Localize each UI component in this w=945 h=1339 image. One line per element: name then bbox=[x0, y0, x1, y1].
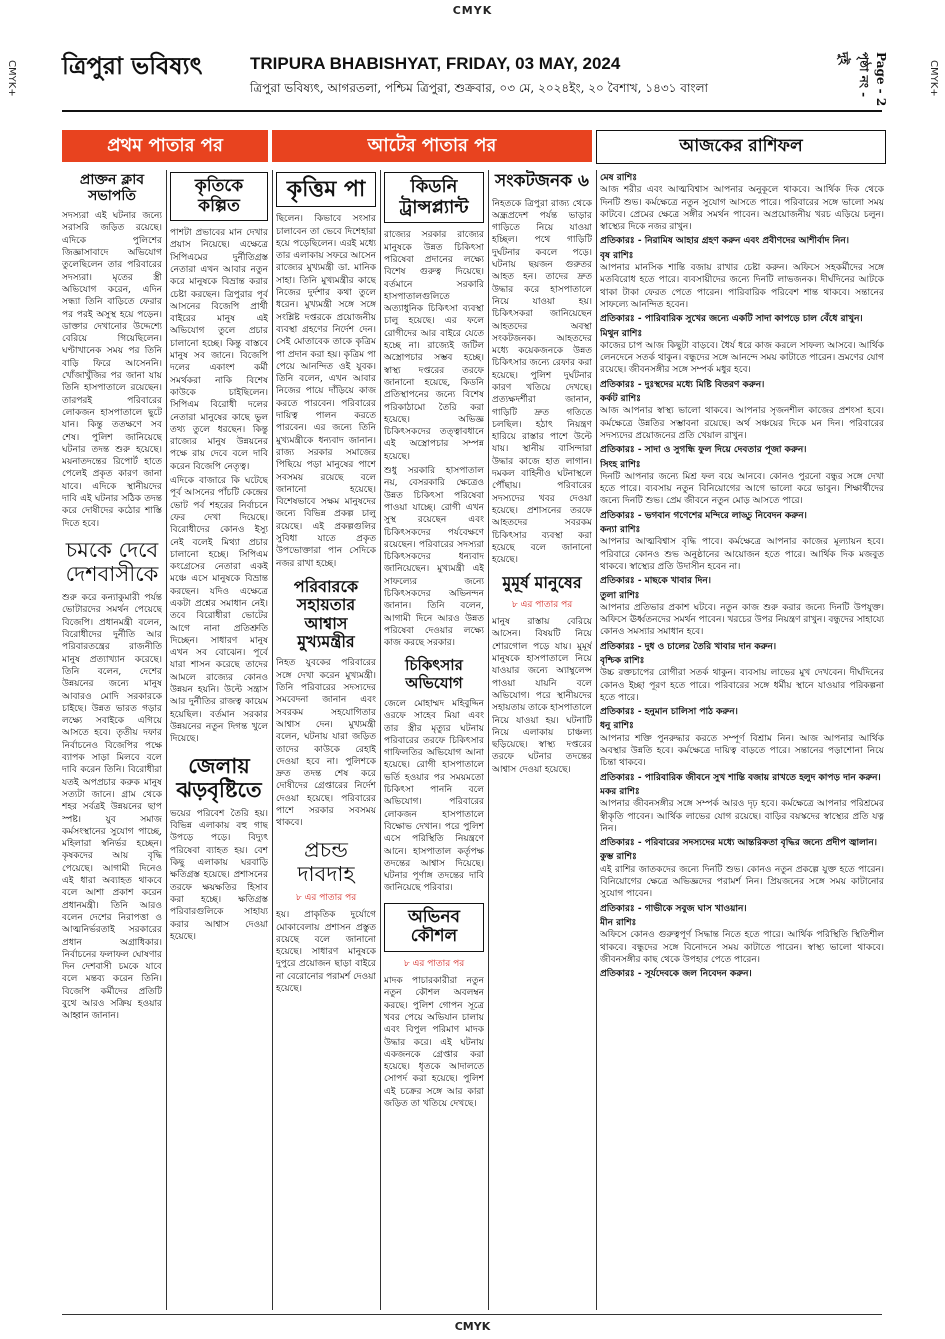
column-3 bbox=[276, 170, 376, 1310]
continued-label: ৮ এর পাতার পর bbox=[511, 599, 573, 610]
horoscope-remedy: প্রতিকারঃ - মাছকে খাবার দিন। bbox=[600, 576, 711, 587]
column-rule bbox=[166, 170, 167, 1310]
horoscope-text: আপনার জীবনসঙ্গীর সঙ্গে সম্পর্ক আরও দৃঢ় হবে। কর্মক্ষেত্রে আপনার পরিশ্রমের স্বীকৃতি পাবেন। আর্থিক লাভের যোগ রয়েছে। বাড়ির বয়স্কদের স্বাস্থ্যের প্রতি যত্ন নিন। bbox=[600, 799, 884, 834]
article-club-president: সদস্যরা এই ঘটনার জন্যে সরাসরি জড়িত রয়েছে। এদিকে পুলিশের জিজ্ঞাসাবাদে অভিযোগ তুলেছিলেন তার পরিবারের সদস্যরা। মৃতের স্ত্রী অভিযোগ করেন, এদিন সন্ধ্যা তিনি বাড়িতে ফেরার পর পরই অসুস্থ হয়ে পড়েন। ডাক্তার দেখানোর উদ্দেশ্যে বেরিয়ে গিয়েছিলেন। ঘণ্টাখানেক সময় পর তিনি বাড়ি ফিরে আসেননি। খোঁজাখুঁজির পর জানা যায় তিনি হাসপাতালে রয়েছেন। তারপরই পরিবারের লোকজন হাসপাতালে ছুটে যান। কিন্তু ততক্ষণে সব শেষ। পুলিশ জানিয়েছে ঘটনার তদন্ত শুরু হয়েছে। ময়নাতদন্তের রিপোর্ট হাতে পেলেই প্রকৃত কারণ জানা যাবে। এদিকে স্থানীয়দের দাবি এই ঘটনার সঠিক তদন্ত করে দোষীদের কঠোর শাস্তি দিতে হবে। bbox=[62, 211, 162, 529]
newspaper-logo: ত্রিপুরা ভবিষ্যৎ bbox=[62, 51, 203, 80]
horoscope-sign: বৃশ্চিক রাশিঃ bbox=[600, 655, 645, 666]
continued-label: ৮ এর পাতার পর bbox=[295, 892, 357, 903]
horoscope-sign: বৃষ রাশিঃ bbox=[600, 250, 634, 261]
horoscope-remedy: প্রতিকারঃ - পারিবারিক জীবনে সুখ শান্তি বজায় রাখতে হলুদ কাপড় দান করুন। bbox=[600, 772, 881, 783]
article-critical-six: নিহতকে ত্রিপুরা রাজ্য থেকে অন্ধ্রপ্রদেশ পর্যন্ত ভাড়ার গাড়িতে নিয়ে যাওয়া হচ্ছিল। পথে গাড়িটি দুর্ঘটনার কবলে পড়ে। ঘটনায় ছয়জন গুরুতর আহত হন। তাদের দ্রুত উদ্ধার করে হাসপাতালে নিয়ে যাওয়া হয়। চিকিৎসকরা জানিয়েছেন আহতদের অবস্থা সংকটজনক। আহতদের মধ্যে কয়েকজনকে উন্নত চিকিৎসার জন্যে রেফার করা হয়েছে। পুলিশ দুর্ঘটনার কারণ খতিয়ে দেখছে। প্রত্যক্ষদর্শীরা জানান, গাড়িটি দ্রুত গতিতে চলছিল। হঠাৎ নিয়ন্ত্রণ হারিয়ে রাস্তার পাশে উল্টে যায়। স্থানীয় বাসিন্দারা উদ্ধার কাজে হাত লাগান। দমকল বাহিনীও ঘটনাস্থলে পৌঁছায়। পরিবারের সদস্যদের খবর দেওয়া হয়েছে। প্রশাসনের তরফে আহতদের সবরকম চিকিৎসার ব্যবস্থা করা হয়েছে বলে জানানো হয়েছে। bbox=[492, 198, 592, 566]
registration-mark-right: CMYK+ bbox=[928, 60, 939, 97]
horoscope-text: আপনার আত্মবিশ্বাস বৃদ্ধি পাবে। কর্মক্ষেত্রে আপনার কাজের মূল্যায়ন হবে। পরিবারে কোনও শুভ অনুষ্ঠানের আয়োজন হতে পারে। আর্থিক দিক মজবুত থাকবে। স্বাস্থ্যের প্রতি উদাসীন হবেন না। bbox=[600, 537, 884, 572]
horoscope-text: এই রাশির জাতকদের জন্যে দিনটি শুভ। কোনও নতুন প্রকল্পে যুক্ত হতে পারেন। বিনিয়োগের ক্ষেত্রে অভিজ্ঞদের পরামর্শ নিন। প্রিয়জনের সঙ্গে সময় কাটানোর সুযোগ পাবেন। bbox=[600, 864, 884, 900]
column-rule bbox=[488, 170, 489, 1310]
horoscope-text: কাজের চাপ আজ কিছুটা বাড়বে। ধৈর্য ধরে কাজ করলে সাফল্য আসবে। আর্থিক লেনদেনে সতর্ক থাকুন। বন্ধুদের সঙ্গে আনন্দে সময় কাটাতে পারেন। ভ্রমণের যোগ রয়েছে। জীবনসঙ্গীর সঙ্গে সম্পর্ক মধুর হবে। bbox=[600, 340, 884, 376]
horoscope-text: অফিসে কোনও গুরুত্বপূর্ণ সিদ্ধান্ত নিতে হতে পারে। আর্থিক পরিস্থিতি স্থিতিশীল থাকবে। বন্ধুদের সঙ্গে বিনোদনে সময় কাটাতে পারেন। স্বাস্থ্য ভালো থাকবে। জীবনসঙ্গীর কাছ থেকে উপহার পেতে পারেন। bbox=[600, 930, 884, 965]
article-district-storm: ভয়ের পরিবেশ তৈরি হয়। বিভিন্ন এলাকায় বহু গাছ উপড়ে পড়ে। বিদ্যুৎ পরিষেবা ব্যাহত হয়। বেশ কিছু এলাকায় ঘরবাড়ি ক্ষতিগ্রস্ত হয়েছে। প্রশাসনের তরফে ক্ষয়ক্ষতির হিসাব করা হচ্ছে। ক্ষতিগ্রস্ত পরিবারগুলিকে সাহায্য করার আশ্বাস দেওয়া হয়েছে। bbox=[170, 808, 268, 942]
horoscope-sign: মীন রাশিঃ bbox=[600, 917, 637, 928]
horoscope-remedy: প্রতিকারঃ - ভগবান গণেশের মন্দিরে লাড্ডু নিবেদন করুন। bbox=[600, 510, 807, 521]
continued-label: ৮ এর পাতার পর bbox=[403, 958, 465, 969]
headline-club-president: প্রাক্তন ক্লাব সভাপতি bbox=[79, 172, 145, 205]
horoscope-sign: মকর রাশিঃ bbox=[600, 786, 640, 797]
headline-dying-person: মুমূর্ষ মানুষের bbox=[502, 573, 582, 593]
horoscope-remedy: প্রতিকারঃ - পারিবারিক সুখের জন্যে একটি সাদা কাপড়ে চাল বেঁধে রাখুন। bbox=[600, 314, 863, 325]
horoscope-remedy: প্রতিকারঃ - হনুমান চালিসা পাঠ করুন। bbox=[600, 707, 738, 718]
band-eighth-page: আটের পাতার পর bbox=[272, 130, 592, 162]
article-kidney-transplant-2: শুধু সরকারি হাসপাতাল নয়, বেসরকারি ক্ষেত্রেও উন্নত চিকিৎসা পরিষেবা পাওয়া যাচ্ছে। রোগী এখন সুস্থ রয়েছেন এবং চিকিৎসকদের পর্যবেক্ষণে রয়েছেন। পরিবারের সদস্যরা চিকিৎসকদের ধন্যবাদ জানিয়েছেন। মুখ্যমন্ত্রী এই সাফল্যের জন্যে চিকিৎসকদের অভিনন্দন জানান। তিনি বলেন, আগামী দিনে আরও উন্নত পরিষেবা দেওয়ার লক্ষ্যে কাজ করছে সরকার। bbox=[384, 466, 484, 649]
registration-mark-left: CMYK+ bbox=[6, 60, 17, 97]
horoscope-sign: ধনু রাশিঃ bbox=[600, 721, 634, 732]
horoscope-remedy: প্রতিকারঃ - দুধ ও চালের তৈরি খাবার দান করুন। bbox=[600, 641, 777, 652]
headline-heatwave: প্রচন্ড দাবদাহ bbox=[297, 837, 355, 886]
band-first-page: প্রথম পাতার পর bbox=[62, 130, 268, 162]
page-number: Page - 2 পৃষ্ঠা নং - দুই bbox=[837, 52, 888, 107]
horoscope-sign: মিথুন রাশিঃ bbox=[600, 328, 643, 339]
column-2 bbox=[170, 170, 268, 1310]
column-5 bbox=[492, 170, 592, 1310]
horoscope-column bbox=[600, 170, 884, 1310]
headline-kidney-transplant: কিডনি ট্রান্সপ্ল্যান্ট bbox=[384, 172, 484, 223]
article-treatment-complaint: জেলে মোহাম্মদ মহিবুদ্দিন ওরফে সাহেব মিয়া এবং তার স্ত্রীর মৃত্যুর ঘটনায় পরিবারের তরফে চিকিৎসার গাফিলতির অভিযোগ আনা হয়েছে। রোগী হাসপাতালে ভর্তি হওয়ার পর সময়মতো চিকিৎসা পাননি বলে অভিযোগ। পরিবারের লোকজন হাসপাতালে বিক্ষোভ দেখান। পরে পুলিশ এসে পরিস্থিতি নিয়ন্ত্রণে আনে। হাসপাতাল কর্তৃপক্ষ তদন্তের আশ্বাস দিয়েছে। ঘটনার পূর্ণাঙ্গ তদন্তের দাবি জানিয়েছে পরিবার। bbox=[384, 698, 484, 894]
horoscope-remedy: প্রতিকারঃ - সূর্যদেবকে জল নিবেদন করুন। bbox=[600, 969, 752, 980]
article-imaginary-2: এদিকে বাজারে কি ঘটেছে পূর্ব আসনের পাঁচটি কেন্দ্রের ভোট পর্ব শহরের নির্বাচনে ফের দেখা দিয়েছে। বিরোধীদের কোনও ইস্যু নেই বলেই মিথ্যা প্রচার চালানো হচ্ছে। সিপিএম কংগ্রেসের নেতারা একই মঞ্চে এসে মানুষকে বিভ্রান্ত করছেন। যদিও এক্ষেত্রে একটা প্রশ্নের সমাধান নেই। তবে বিরোধীরা ভোটের আগে নানা প্রতিশ্রুতি দিচ্ছেন। সাধারণ মানুষ এখন সব বোঝেন। পূর্বে যারা শাসন করেছে তাদের আমলে রাজ্যের কোনও উন্নয়ন হয়নি। উল্টে সন্ত্রাস আর দুর্নীতির রাজত্ব কায়েম হয়েছিল। বর্তমান সরকার উন্নয়নের নতুন দিগন্ত খুলে দিয়েছে। bbox=[170, 476, 268, 745]
headline-novel-tactic: অভিনব কৌশল bbox=[384, 903, 484, 952]
horoscope-text: দিনটি আপনার জন্যে মিশ্র ফল বয়ে আনবে। কোনও পুরনো বন্ধুর সঙ্গে দেখা হতে পারে। ব্যবসায় নতুন বিনিয়োগের আগে ভালো করে ভাবুন। শিক্ষার্থীদের জন্যে দিনটি শুভ। প্রেম জীবনে নতুন মোড় আসতে পারে। bbox=[600, 471, 884, 507]
horoscope-text: আপনার মানসিক শান্তি বজায় রাখার চেষ্টা করুন। অফিসে সহকর্মীদের সঙ্গে মতবিরোধ হতে পারে। ব্যবসায়ীদের জন্যে দিনটি লাভজনক। দীর্ঘদিনের আটকে থাকা টাকা ফেরত পেতে পারেন। পারিবারিক পরিবেশ শান্ত থাকবে। সন্তানের সাফল্যে আনন্দিত হবেন। bbox=[600, 263, 884, 310]
article-novel-tactic: মাদক পাচারকারীরা নতুন নতুন কৌশল অবলম্বন করছে। পুলিশ গোপন সূত্রে খবর পেয়ে অভিযান চালায় এবং বিপুল পরিমাণ মাদক উদ্ধার করে। এই ঘটনায় একজনকে গ্রেপ্তার করা হয়েছে। ধৃতকে আদালতে সোপর্দ করা হয়েছে। পুলিশ এই চক্রের সঙ্গে আর কারা জড়িত তা খতিয়ে দেখছে। bbox=[384, 976, 484, 1110]
article-cm-assurance: নিহত যুবকের পরিবারের সঙ্গে দেখা করেন মুখ্যমন্ত্রী। তিনি পরিবারের সদস্যদের সমবেদনা জানান এবং সবরকম সহযোগিতার আশ্বাস দেন। মুখ্যমন্ত্রী বলেন, ঘটনায় যারা জড়িত তাদের কাউকে রেহাই দেওয়া হবে না। পুলিশকে দ্রুত তদন্ত শেষ করে দোষীদের গ্রেপ্তারের নির্দেশ দেওয়া হয়েছে। পরিবারের পাশে সরকার সবসময় থাকবে। bbox=[276, 658, 376, 829]
masthead-subtitle: ত্রিপুরা ভবিষ্যৎ, আগরতলা, পশ্চিম ত্রিপুরা, শুক্রবার, ০৩ মে, ২০২৪ইং, ২০ বৈশাখ, ১৪৩১ বাংলা bbox=[250, 81, 709, 95]
registration-mark-bottom: CMYK bbox=[454, 1320, 491, 1333]
article-kidney-transplant-1: রাজ্যের সরকার রাজ্যের মানুষকে উন্নত চিকিৎসা পরিষেবা প্রদানের লক্ষ্যে বিশেষ গুরুত্ব দিয়েছে। বর্তমানে সরকারি হাসপাতালগুলিতে অত্যাধুনিক চিকিৎসা ব্যবস্থা চালু হয়েছে। এর ফলে রোগীদের আর বাইরে যেতে হচ্ছে না। রাজ্যেই জটিল অস্ত্রোপচার সম্ভব হচ্ছে। স্বাস্থ্য দপ্তরের তরফে জানানো হয়েছে, কিডনি প্রতিস্থাপনের জন্যে বিশেষ পরিকাঠামো তৈরি করা হয়েছে। অভিজ্ঞ চিকিৎসকদের তত্ত্বাবধানে এই অস্ত্রোপচার সম্পন্ন হয়েছে। bbox=[384, 230, 484, 462]
headline-surprise-nation: চমকে দেবে দেশবাসীকে bbox=[65, 537, 159, 587]
horoscope-sign: মেষ রাশিঃ bbox=[600, 173, 638, 183]
headline-artificial-leg: কৃত্তিম পা bbox=[276, 172, 376, 207]
headline-critical-six: সংকটজনক ৬ bbox=[495, 171, 589, 191]
column-1 bbox=[62, 170, 162, 1310]
article-surprise-nation: শুরু করে কন্যাকুমারী পর্যন্ত ভোটারদের সমর্থন পেয়েছে বিজেপি। প্রধানমন্ত্রী বলেন, বিরোধীদের দুর্নীতি আর পরিবারতন্ত্রের রাজনীতি মানুষ প্রত্যাখ্যান করেছে। তিনি বলেন, দেশের উন্নয়নের জন্যে মানুষ আবারও মোদি সরকারকে চাইছে। উন্নত ভারত গড়ার লক্ষ্যে সবাইকে এগিয়ে আসতে হবে। তৃতীয় দফার নির্বাচনেও বিজেপির পক্ষে ব্যাপক সাড়া মিলবে বলে দাবি করেন তিনি। বিরোধীরা যতই অপপ্রচার করুক মানুষ সত্যটা জানে। গ্রাম থেকে শহর সর্বত্রই উন্নয়নের ছাপ স্পষ্ট। যুব সমাজ কর্মসংস্থানের সুযোগ পাচ্ছে, মহিলারা স্বনির্ভর হচ্ছেন। কৃষকদের আয় বৃদ্ধি পেয়েছে। আগামী দিনেও এই ধারা অব্যাহত থাকবে বলে আশা প্রকাশ করেন প্রধানমন্ত্রী। তিনি আরও বলেন দেশের নিরাপত্তা ও আত্মনির্ভরতাই সরকারের প্রধান অগ্রাধিকার। নির্বাচনের ফলাফল ঘোষণার দিন দেশবাসী চমকে যাবে বলে মন্তব্য করেন তিনি। বিজেপি কর্মীদের প্রতিটি বুথে আরও সক্রিয় হওয়ার আহ্বান জানান। bbox=[62, 593, 162, 1022]
article-imaginary-1: পাশটা প্রভাবের মান দেখার প্রয়াস নিয়েছে। এক্ষেত্রে সিপিএমের দুর্নীতিগ্রস্ত নেতারা এখন আবার নতুন করে মানুষকে বিভ্রান্ত করার চেষ্টা করছেন। ত্রিপুরার পূর্ব আসনের বিজেপি প্রার্থী বাইরের মানুষ এই অভিযোগ তুলে প্রচার চালানো হচ্ছে। কিন্তু বাস্তবে মানুষ সব জানে। বিজেপি দলের একাংশ কর্মী সমর্থকরা নাকি বিশেষ কাউকে চাইছিলেন। সিপিএম বিরোধী দলের নেতারা মানুষের কাছে ভুল তথ্য তুলে ধরছেন। কিন্তু রাজ্যের মানুষ উন্নয়নের পক্ষে রায় দেবে বলে দাবি করেন বিজেপি নেতৃত্ব। bbox=[170, 228, 268, 472]
band-rashifal: আজকের রাশিফল bbox=[596, 130, 886, 164]
headline-treatment-complaint: চিকিৎসার অভিযোগ bbox=[405, 656, 463, 692]
column-4 bbox=[384, 170, 484, 1310]
column-rule bbox=[272, 170, 273, 1310]
horoscope-remedy: প্রতিকারঃ - দুঃস্থদের মধ্যে মিষ্টি বিতরণ করুন। bbox=[600, 379, 765, 390]
masthead bbox=[62, 40, 888, 112]
column-rule bbox=[380, 170, 381, 1310]
footer-rule bbox=[62, 1314, 882, 1315]
horoscope-remedy: প্রতিকারঃ - সাদা ও সুগন্ধি ফুল দিয়ে দেবতার পূজা করুন। bbox=[600, 445, 807, 456]
horoscope-sign: কুম্ভ রাশিঃ bbox=[600, 852, 637, 863]
horoscope-remedy: প্রতিকারঃ - নিরামিষ আহার গ্রহণ করুন এবং প্রবীণদের আশীর্বাদ নিন। bbox=[600, 236, 849, 247]
masthead-title: TRIPURA BHABISHYAT, FRIDAY, 03 MAY, 2024 bbox=[250, 54, 621, 73]
headline-cm-assurance: পরিবারকে সহায়তার আশ্বাস মুখ্যমন্ত্রীর bbox=[293, 576, 359, 652]
article-heatwave: হয়। প্রাকৃতিক দুর্যোগে মোকাবেলায় প্রশাসন প্রস্তুত রয়েছে বলে জানানো হয়েছে। সাধারণ মানুষকে দুপুরে প্রয়োজন ছাড়া বাইরে না বেরোনোর পরামর্শ দেওয়া হয়েছে। bbox=[276, 910, 376, 994]
horoscope-sign: কর্কট রাশিঃ bbox=[600, 394, 641, 405]
headline-imaginary: কৃতিকে কল্পিত bbox=[170, 172, 268, 221]
headline-district-storm: জেলায় ঝড়বৃষ্টিতে bbox=[176, 752, 262, 802]
article-dying-person: মানুষ রাস্তায় বেরিয়ে আসেন। বিষয়টি নিয়ে শোরগোল পড়ে যায়। মুমূর্ষ মানুষকে হাসপাতালে নিয়ে যাওয়ার জন্যে অ্যাম্বুলেন্স পাওয়া যায়নি বলে অভিযোগ। পরে স্থানীয়দের সহায়তায় তাকে হাসপাতালে নিয়ে যাওয়া হয়। ঘটনাটি নিয়ে এলাকায় চাঞ্চল্য ছড়িয়েছে। স্বাস্থ্য দপ্তরের তরফে ঘটনার তদন্তের আশ্বাস দেওয়া হয়েছে। bbox=[492, 617, 592, 775]
horoscope-remedy: প্রতিকারঃ - পরিবারের সদস্যদের মধ্যে আন্তরিকতা বৃদ্ধির জন্যে প্রদীপ জ্বালান। bbox=[600, 838, 877, 849]
column-rule bbox=[596, 170, 597, 1310]
horoscope-sign: কন্যা রাশিঃ bbox=[600, 525, 641, 536]
article-artificial-leg: ছিলেন। কিভাবে সংসার চালাবেন তা ভেবে দিশেহারা হয়ে পড়েছিলেন। এরই মধ্যে তার এলাকায় সফরে আসেন রাজ্যের মুখ্যমন্ত্রী ডা. মানিক সাহা। তিনি মুখ্যমন্ত্রীর কাছে নিজের দুর্দশার কথা তুলে ধরেন। মুখ্যমন্ত্রী সঙ্গে সঙ্গে সংশ্লিষ্ট দপ্তরকে প্রয়োজনীয় ব্যবস্থা গ্রহণের নির্দেশ দেন। সেই মোতাবেক তাকে কৃত্রিম পা প্রদান করা হয়। কৃত্রিম পা পেয়ে আনন্দিত ওই যুবক। তিনি বলেন, এখন আবার নিজের পায়ে দাঁড়িয়ে কাজ করতে পারবেন। পরিবারের দায়িত্ব পালন করতে পারবেন। এর জন্যে তিনি মুখ্যমন্ত্রীকে ধন্যবাদ জানান। রাজ্য সরকার সমাজের পিছিয়ে পড়া মানুষের পাশে সবসময় রয়েছে বলে জানানো হয়েছে। বিশেষভাবে সক্ষম মানুষদের জন্যে বিভিন্ন প্রকল্প চালু রয়েছে। এই প্রকল্পগুলির সুবিধা যাতে প্রকৃত উপভোক্তারা পান সেদিকে নজর রাখা হচ্ছে। bbox=[276, 214, 376, 569]
horoscope-sign: সিংহ রাশিঃ bbox=[600, 459, 641, 470]
horoscope-sign: তুলা রাশিঃ bbox=[600, 590, 640, 601]
horoscope-text: আজ আপনার স্বাস্থ্য ভালো থাকবে। আপনার সৃজনশীল কাজের প্রশংসা হবে। কর্মক্ষেত্রে উন্নতির সম্ভাবনা রয়েছে। অর্থ সঞ্চয়ের দিকে মন দিন। পরিবারের সদস্যদের প্রয়োজনের প্রতি খেয়াল রাখুন। bbox=[600, 406, 884, 441]
horoscope-text: উচ্চ রক্তচাপের রোগীরা সতর্ক থাকুন। ব্যবসায় লাভের মুখ দেখবেন। দীর্ঘদিনের কোনও ইচ্ছা পূরণ হতে পারে। পরিবারের সঙ্গে ধর্মীয় স্থানে যাওয়ার পরিকল্পনা হতে পারে। bbox=[600, 668, 884, 703]
horoscope-text: আপনার শক্তি পুনরুদ্ধার করতে সম্পূর্ণ বিশ্রাম নিন। আজ আপনার আর্থিক অবস্থার উন্নতি হবে। কর্মক্ষেত্রে দায়িত্ব বাড়তে পারে। সন্তানের পড়াশোনা নিয়ে চিন্তা থাকবে। bbox=[600, 733, 884, 769]
registration-mark-top: CMYK bbox=[452, 4, 493, 17]
horoscope-text: আজ শরীর এবং আত্মবিশ্বাস আপনার অনুকূলে থাকবে। আর্থিক দিক থেকে দিনটি শুভ। কর্মক্ষেত্রে নতুন সুযোগ আসতে পারে। পরিবারের সঙ্গে ভালো সময় কাটবে। প্রেমের ক্ষেত্রে সঙ্গীর সমর্থন পাবেন। অপ্রয়োজনীয় খরচ এড়িয়ে চলুন। স্বাস্থ্যের দিকে নজর রাখুন। bbox=[600, 185, 884, 233]
horoscope-text: আপনার প্রতিভার প্রকাশ ঘটবে। নতুন কাজ শুরু করার জন্যে দিনটি উপযুক্ত। অফিসে ঊর্ধ্বতনদের সমর্থন পাবেন। খরচের উপর নিয়ন্ত্রণ রাখুন। বন্ধুদের সাহায্যে কোনও সমস্যার সমাধান হবে। bbox=[600, 602, 884, 638]
horoscope-remedy: প্রতিকারঃ - গাভীকে সবুজ ঘাস খাওয়ান। bbox=[600, 903, 747, 914]
